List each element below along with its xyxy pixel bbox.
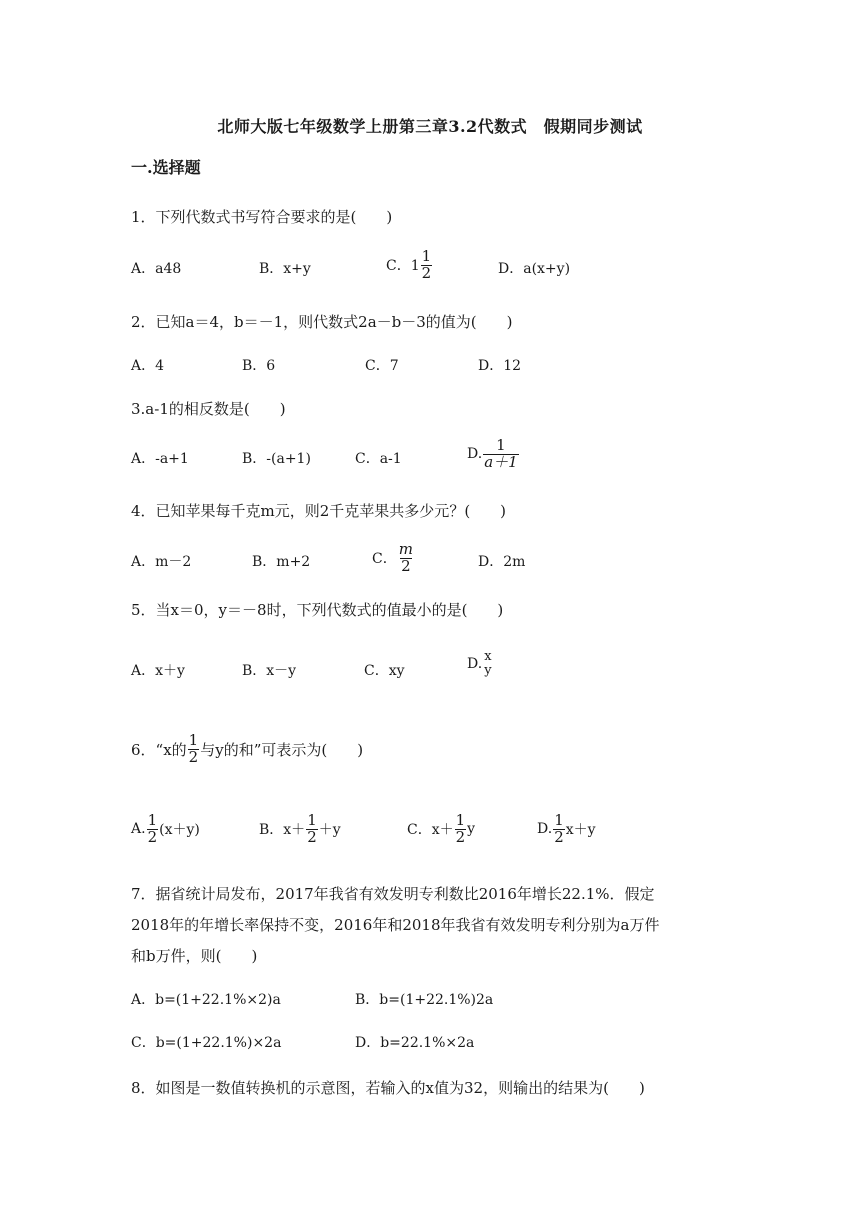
option-d-prefix: D. [467, 655, 483, 672]
option-suffix: y [467, 821, 476, 838]
fraction-numerator: m [398, 540, 413, 558]
fraction-numerator: 1 [455, 811, 466, 829]
fraction [455, 813, 467, 846]
option-suffix: (x＋y) [159, 822, 200, 839]
fraction-denominator: 2 [307, 827, 317, 846]
option-prefix: D. [537, 821, 553, 838]
question-5-stem: 5．当x＝0，y＝－8时，下列代数式的值最小的是( ) [131, 601, 504, 619]
option-suffix: x＋y [565, 822, 596, 839]
question-2-option-a: A．4 [131, 358, 165, 374]
fraction-denominator: 2 [147, 827, 158, 846]
question-6-option-d [537, 813, 596, 846]
question-1-option-a: A．a48 [131, 261, 182, 277]
fraction-numerator: 1 [307, 811, 317, 829]
fraction [398, 542, 414, 575]
question-3-stem: 3.a-1的相反数是( ) [131, 400, 286, 418]
question-5-option-c: C．xy [364, 663, 405, 679]
question-4-option-d: D．2m [478, 554, 526, 570]
fraction [483, 438, 519, 471]
fraction [483, 650, 492, 677]
question-7-stem-line-2: 2018年的年增长率保持不变，2016年和2018年我省有效发明专利分别为a万件 [131, 916, 660, 934]
question-2-option-d: D．12 [478, 358, 522, 374]
question-3-option-d [467, 438, 520, 471]
fraction-denominator: 2 [455, 827, 466, 846]
fraction-denominator: 2 [421, 263, 432, 282]
fraction [553, 813, 565, 846]
question-1-option-b: B．x+y [259, 261, 311, 277]
question-5-option-d [467, 650, 494, 677]
question-6-option-b [259, 813, 341, 846]
question-1-stem: 1．下列代数式书写符合要求的是( ) [131, 208, 393, 226]
question-7-option-d: D．b=22.1%×2a [355, 1035, 475, 1051]
question-4-stem: 4．已知苹果每千克m元，则2千克苹果共多少元？( ) [131, 502, 507, 520]
fraction-denominator: y [484, 662, 492, 678]
question-7-option-c: C．b=(1+22.1%)×2a [131, 1035, 282, 1051]
question-2-option-c: C．7 [365, 358, 399, 374]
fraction-numerator: 1 [147, 811, 158, 829]
question-2-stem: 2．已知a＝4，b＝－1，则代数式2a－b－3的值为( ) [131, 313, 513, 331]
fraction-numerator: 1 [188, 731, 199, 749]
question-7-option-a: A．b=(1+22.1%×2)a [131, 992, 281, 1008]
fraction [306, 813, 318, 846]
question-2-option-b: B．6 [242, 358, 276, 374]
fraction-numerator: 1 [554, 811, 564, 829]
fraction-denominator: a＋1 [484, 452, 518, 471]
fraction-numerator: x [484, 649, 492, 664]
fraction-numerator: 1 [421, 247, 432, 265]
option-prefix: C．x＋ [407, 822, 454, 839]
option-d-prefix: D. [467, 446, 483, 463]
fraction-denominator: 2 [554, 827, 564, 846]
question-1-option-c [386, 249, 433, 282]
fraction [147, 813, 159, 846]
question-5-option-b: B．x－y [242, 663, 297, 679]
fraction-numerator: 1 [496, 436, 506, 454]
fraction [421, 249, 433, 282]
question-7-option-b: B．b=(1+22.1%)2a [355, 992, 494, 1008]
question-1-option-d: D．a(x+y) [498, 261, 571, 277]
question-6-option-c [407, 813, 475, 846]
fraction-denominator: 2 [401, 556, 411, 575]
stem-suffix: 与y的和”可表示为( ) [200, 740, 364, 759]
section-heading: 一.选择题 [131, 158, 201, 177]
fraction-denominator: 2 [188, 747, 199, 766]
question-3-option-b: B．-(a+1) [242, 451, 311, 467]
option-prefix: B．x＋ [259, 822, 306, 839]
question-6-stem [131, 733, 363, 766]
option-c-prefix: C．1 [386, 258, 420, 275]
page-title: 北师大版七年级数学上册第三章3.2代数式 假期同步测试 [217, 117, 643, 136]
question-7-stem-line-1: 7．据省统计局发布，2017年我省有效发明专利数比2016年增长22.1%．假定 [131, 885, 655, 903]
stem-prefix: 6．“x的 [131, 740, 187, 759]
question-3-option-a: A．-a+1 [131, 451, 189, 467]
question-3-option-c: C．a-1 [355, 451, 402, 467]
question-6-option-a [131, 813, 200, 846]
fraction [188, 733, 200, 766]
question-7-stem-line-3: 和b万件，则( ) [131, 947, 258, 965]
option-c-prefix: C． [372, 551, 397, 568]
question-5-option-a: A．x＋y [131, 663, 185, 679]
question-4-option-b: B．m+2 [252, 554, 311, 570]
question-8-stem: 8．如图是一数值转换机的示意图，若输入的x值为32，则输出的结果为( ) [131, 1079, 645, 1097]
question-4-option-a: A．m－2 [131, 554, 192, 570]
option-suffix: ＋y [318, 822, 341, 839]
option-prefix: A. [131, 821, 146, 838]
question-4-option-c [372, 542, 415, 575]
